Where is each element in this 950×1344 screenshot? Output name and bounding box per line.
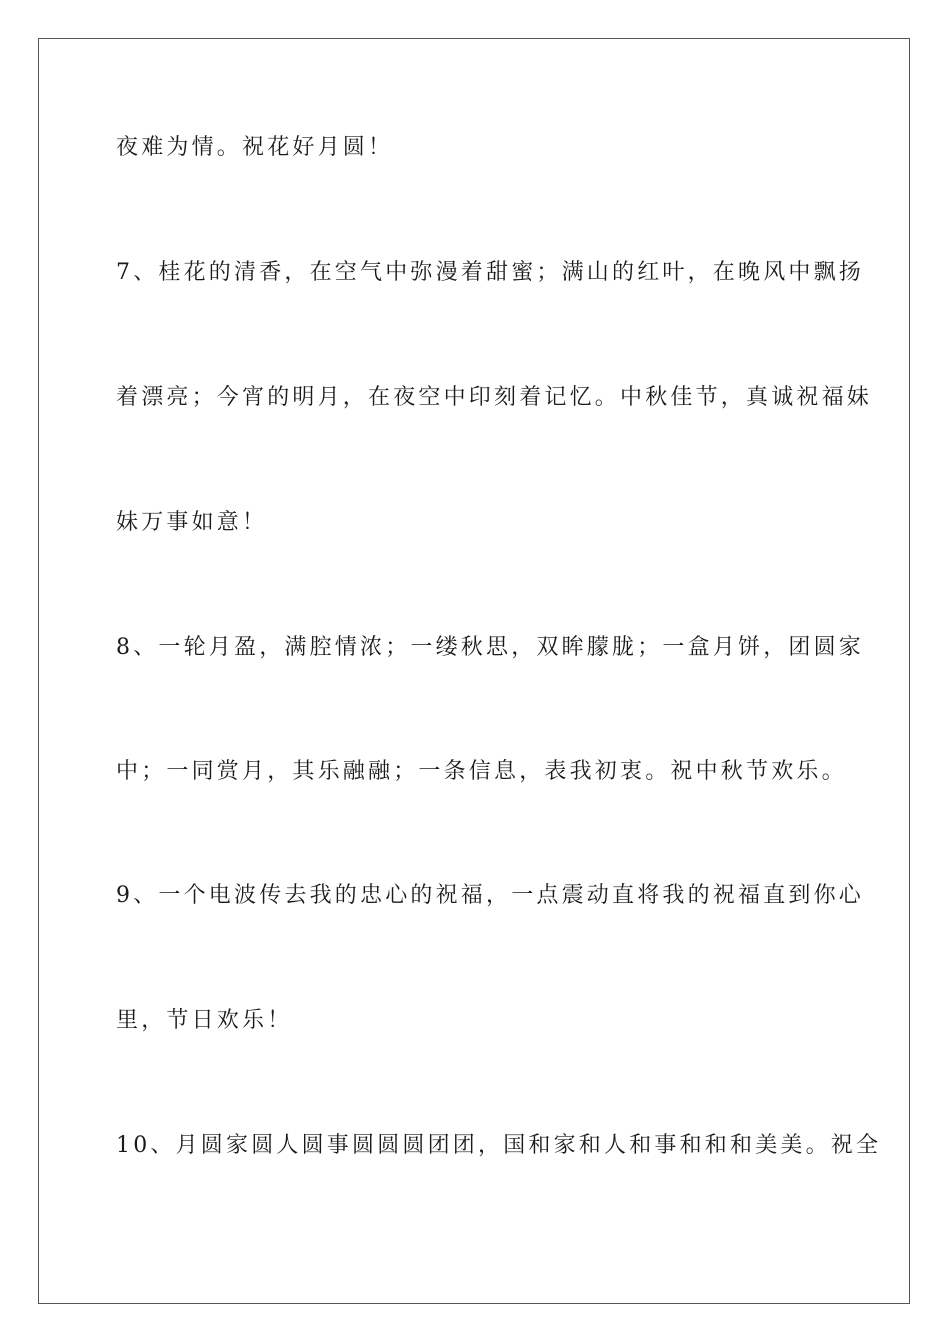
text-line: 9、一个电波传去我的忠心的祝福，一点震动直将我的祝福直到你心 xyxy=(116,883,864,908)
text-line: 8、一轮月盈，满腔情浓；一缕秋思，双眸朦胧；一盒月饼，团圆家 xyxy=(116,635,864,660)
page-border xyxy=(38,38,910,1304)
text-line: 着漂亮；今宵的明月，在夜空中印刻着记忆。中秋佳节，真诚祝福妹 xyxy=(116,385,873,410)
text-line: 妹万事如意！ xyxy=(116,510,268,535)
text-line: 7、桂花的清香，在空气中弥漫着甜蜜；满山的红叶，在晚风中飘扬 xyxy=(116,260,864,285)
text-line: 中；一同赏月，其乐融融；一条信息，表我初衷。祝中秋节欢乐。 xyxy=(116,759,847,784)
text-line: 10、月圆家圆人圆事圆圆圆团团，国和家和人和事和和和美美。祝全 xyxy=(116,1133,882,1158)
text-line: 里，节日欢乐！ xyxy=(116,1008,293,1033)
text-line: 夜难为情。祝花好月圆！ xyxy=(116,135,394,160)
